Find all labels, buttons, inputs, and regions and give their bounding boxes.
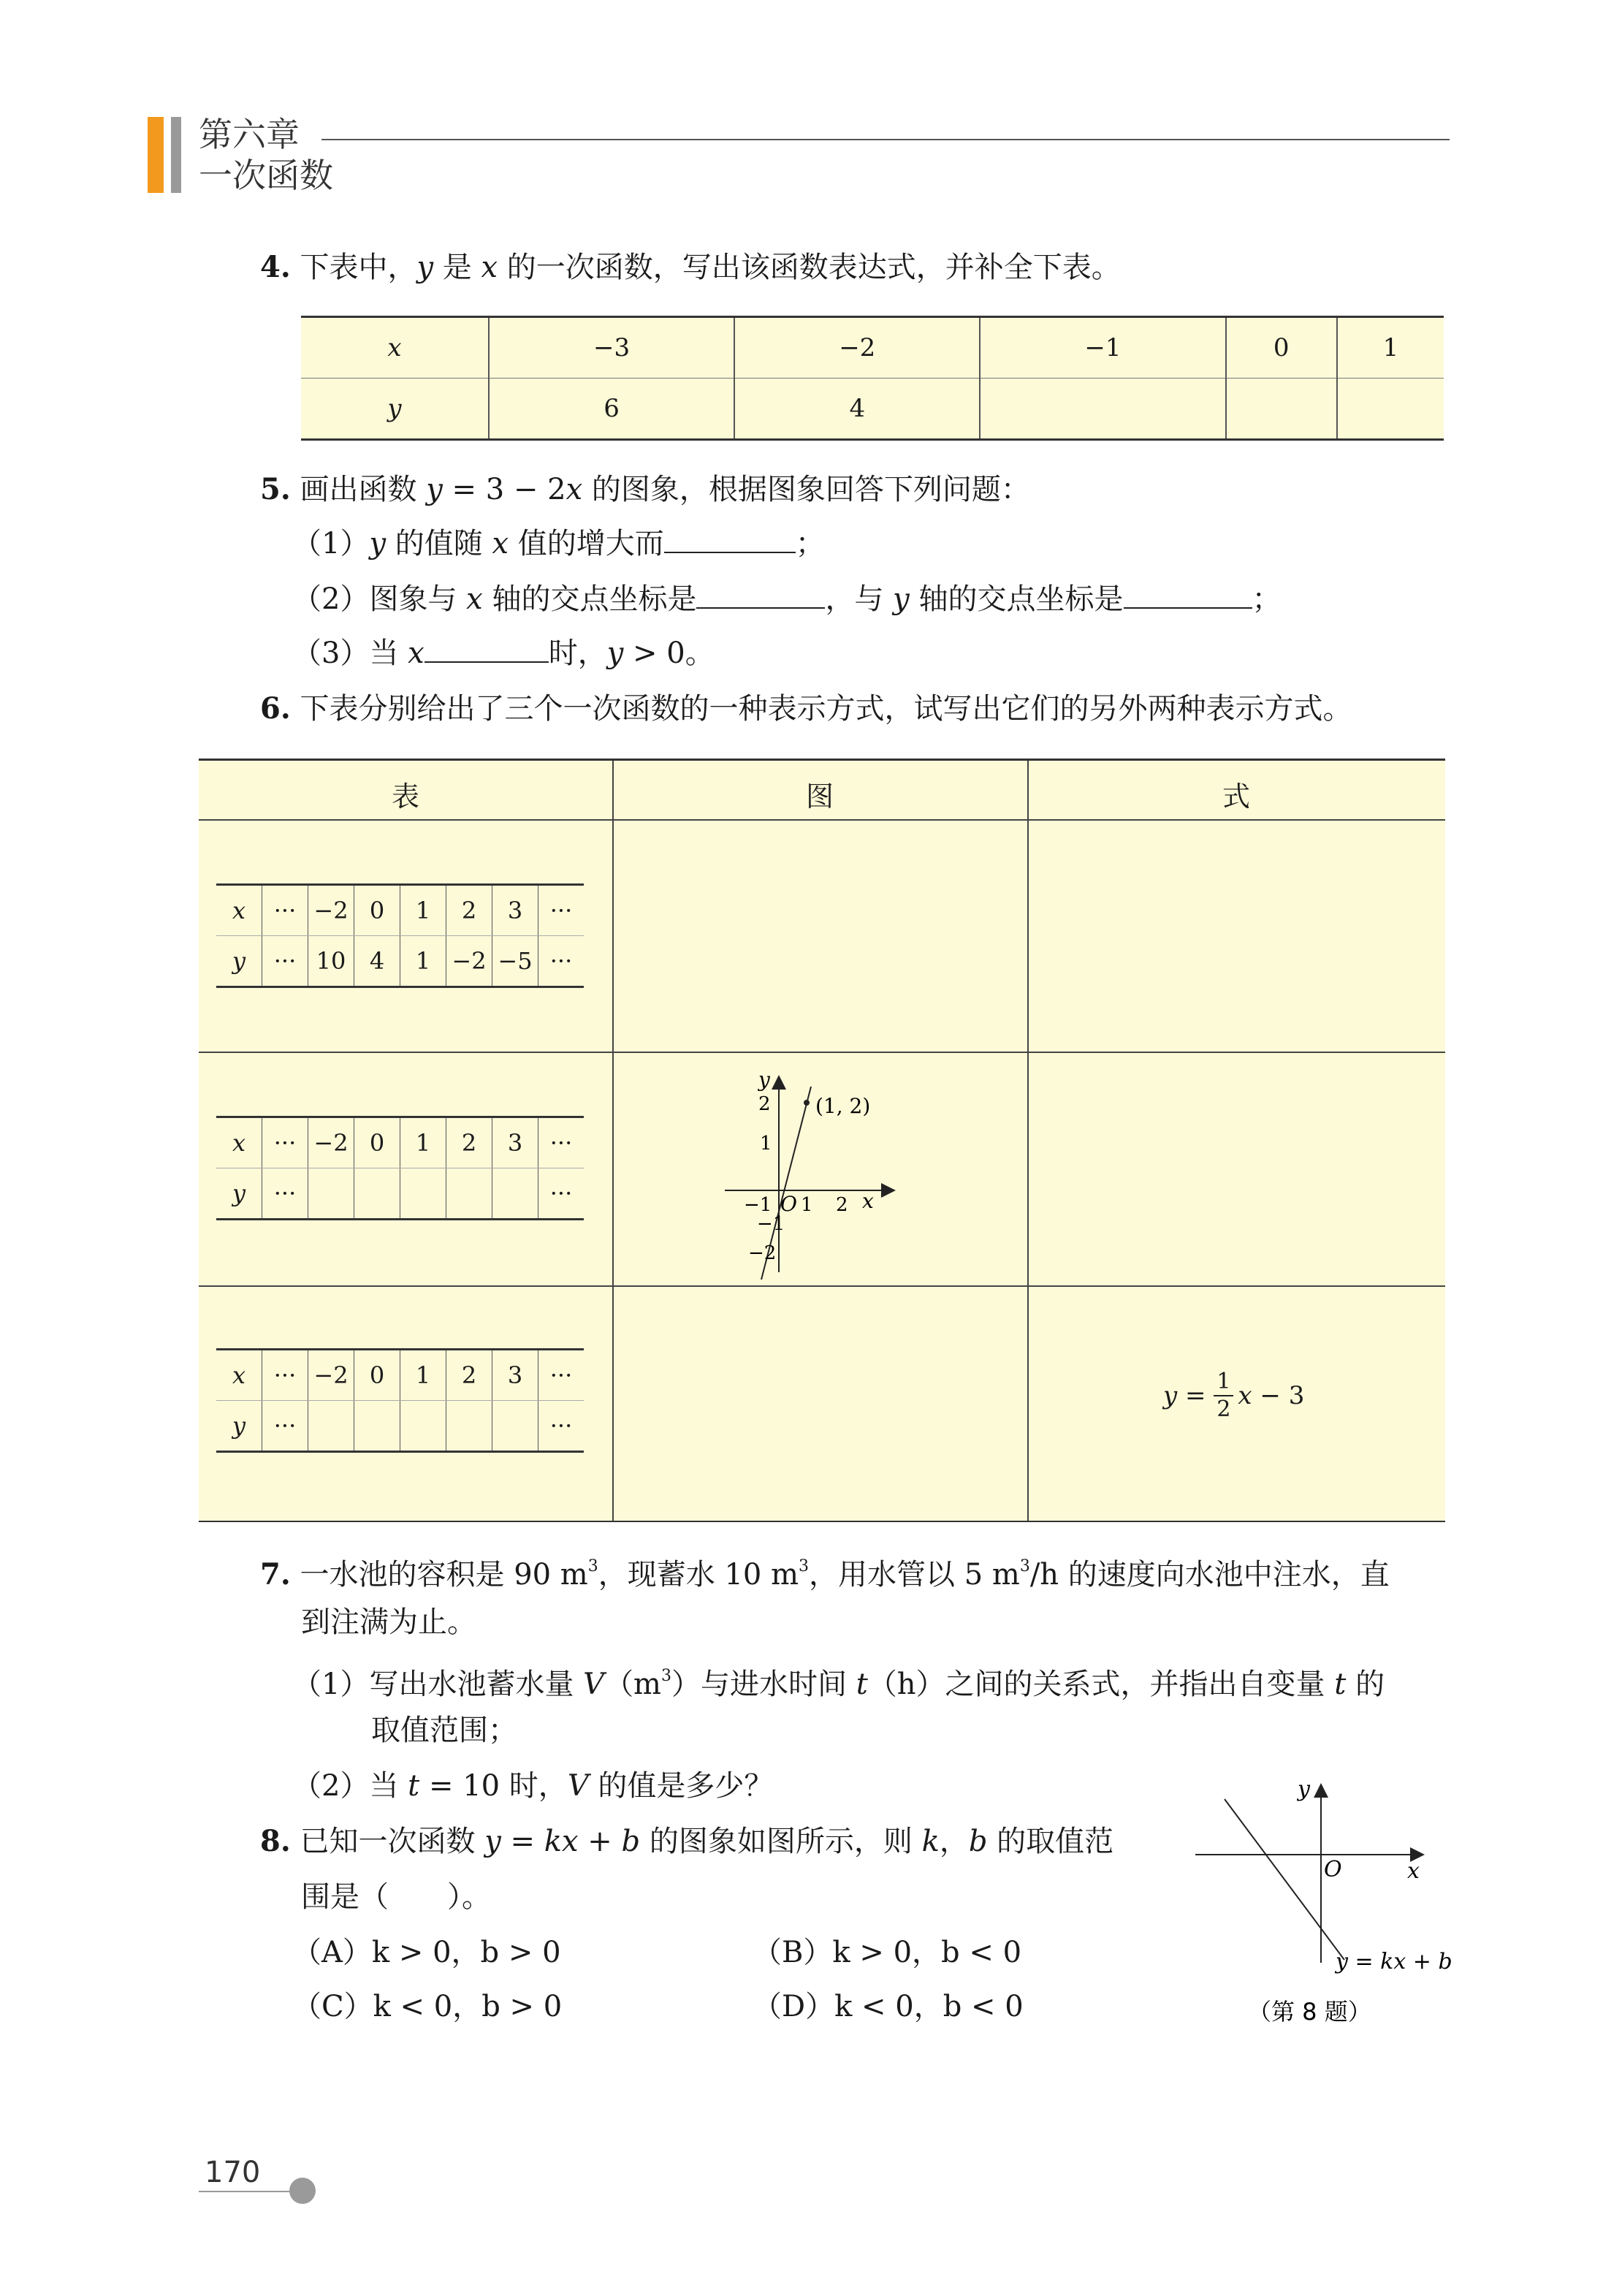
q4-row-x	[301, 317, 1444, 379]
q7-s1-t: t	[856, 1668, 868, 1701]
q8-line-label: y = kx + b	[1336, 1949, 1452, 1974]
header-rule	[321, 139, 1450, 140]
mini-cell: ···	[538, 1401, 585, 1452]
q8-l1-d: 的取值范	[987, 1825, 1114, 1858]
mini-cell: 0	[354, 885, 400, 936]
mini-cell: y	[216, 1168, 262, 1220]
header-accent-orange	[148, 117, 164, 193]
q5-pre: 画出函数	[290, 473, 427, 506]
mini-cell-blank[interactable]	[446, 1168, 492, 1220]
q7-s1-a: （1）写出水池蓄水量	[292, 1668, 584, 1701]
mini-cell: 2	[446, 1117, 492, 1168]
graph-tick-x: −1	[744, 1194, 772, 1216]
q8-l1-y: y	[484, 1825, 501, 1858]
mini-cell-blank[interactable]	[400, 1168, 446, 1220]
q8-line-2: 围是（ ）。	[301, 1880, 491, 1914]
page-dot-icon	[289, 2178, 316, 2204]
q5-sub3	[292, 634, 715, 672]
q6-text	[260, 690, 1352, 728]
q5-sub2	[292, 580, 1282, 618]
q4-mid: 是	[433, 251, 481, 284]
formula-tail: − 3	[1252, 1381, 1305, 1410]
mini-cell-blank[interactable]	[308, 1401, 354, 1452]
mini-cell-blank[interactable]	[354, 1168, 400, 1220]
q6-table	[199, 759, 1445, 1522]
q8-l1-b: b	[621, 1825, 641, 1858]
q7-s2-b: = 10 时，	[419, 1769, 568, 1803]
mini-cell: ···	[538, 1168, 585, 1220]
q5-s3-x: x	[408, 636, 424, 670]
mini-cell-blank[interactable]	[400, 1401, 446, 1452]
mini-row-y	[216, 936, 584, 987]
mini-row-y	[216, 1168, 584, 1220]
mini-cell: ···	[262, 885, 308, 936]
formula-y: y	[1163, 1381, 1178, 1410]
q6-number: 6.	[260, 691, 291, 726]
q8-option-b[interactable]: （B）k > 0，b < 0	[753, 1936, 1022, 1969]
q8-l1-plus: +	[578, 1825, 622, 1858]
q7-sup: 3	[661, 1667, 671, 1685]
q7-line-1	[260, 1548, 1390, 1594]
mini-cell-blank[interactable]	[446, 1401, 492, 1452]
q5-eq-x: x	[566, 473, 583, 506]
q7-sub1-line-2: 取值范围；	[371, 1714, 517, 1747]
fraction-numerator: 1	[1214, 1369, 1233, 1396]
q8-figure	[1191, 1776, 1461, 2046]
graph-origin: O	[780, 1192, 797, 1216]
q7-l1-c: ，用水管以 5 m	[809, 1558, 1020, 1592]
graph-tick-x: 1	[801, 1194, 813, 1216]
q5-s2-end: ；	[1252, 582, 1282, 616]
q7-sub2	[292, 1767, 773, 1805]
q5-s2-b: 轴的交点坐标是	[482, 582, 697, 616]
q7-s1-b: （m	[604, 1668, 661, 1701]
q5-s2-a: （2）图象与	[292, 582, 467, 616]
q8-option-d[interactable]: （D）k < 0，b < 0	[753, 1990, 1024, 2023]
mini-cell: 1	[400, 1350, 446, 1401]
q8-l1-c: 的图象如图所示，则	[640, 1825, 922, 1858]
header-accent-gray	[171, 117, 181, 193]
mini-cell: ···	[262, 936, 308, 987]
formula-eq: =	[1177, 1381, 1214, 1410]
mini-cell: 1	[400, 1117, 446, 1168]
mini-cell: 2	[446, 1350, 492, 1401]
q6-head-formula: 式	[1222, 780, 1250, 813]
q6-formula	[1163, 1369, 1304, 1423]
q4-post: 的一次函数，写出该函数表达式，并补全下表。	[498, 251, 1121, 284]
q7-s2-a: （2）当	[292, 1769, 408, 1803]
mini-cell: −2	[308, 885, 354, 936]
q4-row-y	[301, 379, 1444, 440]
q5-s3-a: （3）当	[292, 636, 408, 670]
q4-var-y: y	[416, 251, 434, 284]
q4-label-y: y	[301, 379, 489, 440]
q4-var-x: x	[481, 251, 498, 284]
q4-cell: 1	[1337, 317, 1444, 379]
q4-number: 4.	[260, 250, 291, 284]
q4-cell-blank[interactable]	[1337, 379, 1444, 440]
chapter-number: 第六章	[199, 115, 300, 154]
q6-mini-table-2	[216, 1116, 584, 1220]
formula-x: x	[1238, 1381, 1252, 1410]
q4-cell-blank[interactable]	[980, 379, 1225, 440]
mini-cell: 0	[354, 1350, 400, 1401]
q8-l1-comma: ，	[939, 1825, 969, 1858]
chapter-title: 一次函数	[199, 156, 333, 195]
q7-l1-d: /h 的速度向水池中注水，直	[1029, 1558, 1390, 1592]
q4-cell: 6	[489, 379, 734, 440]
q6-row-rule-1	[199, 1052, 1445, 1053]
q5-s2-x: x	[466, 582, 483, 616]
mini-cell: −2	[308, 1117, 354, 1168]
mini-cell: 0	[354, 1117, 400, 1168]
mini-cell: −2	[308, 1350, 354, 1401]
graph-tick-x: 2	[836, 1194, 848, 1216]
mini-cell: −5	[492, 936, 538, 987]
mini-cell: ···	[262, 1168, 308, 1220]
q6-mini-table-1	[216, 883, 584, 988]
q6-col-rule-1	[612, 761, 614, 1521]
mini-cell: ···	[262, 1117, 308, 1168]
mini-row-y	[216, 1401, 584, 1452]
mini-cell: 3	[492, 885, 538, 936]
mini-cell-blank[interactable]	[308, 1168, 354, 1220]
mini-cell: ···	[262, 1401, 308, 1452]
q7-sup: 3	[587, 1557, 598, 1575]
mini-cell-blank[interactable]	[354, 1401, 400, 1452]
q8-caption: （第 8 题）	[1248, 1998, 1371, 2026]
q5-blank-3[interactable]	[1124, 585, 1252, 609]
graph-tick-y: −2	[748, 1242, 777, 1264]
q5-s3-c: > 0。	[623, 636, 715, 670]
q4-text	[260, 248, 1121, 286]
q4-cell-blank[interactable]	[1226, 379, 1337, 440]
mini-row-x	[216, 885, 584, 936]
q6-mini-table-3	[216, 1348, 584, 1453]
q8-l1-eq: =	[500, 1825, 544, 1858]
mini-cell: 10	[308, 936, 354, 987]
mini-cell: ···	[262, 1350, 308, 1401]
graph-tick-y: 2	[758, 1093, 771, 1115]
mini-row-x	[216, 1117, 584, 1168]
q4-label-x: x	[301, 317, 489, 379]
q6-body: 下表分别给出了三个一次函数的一种表示方式，试写出它们的另外两种表示方式。	[290, 692, 1352, 726]
q5-s3-b: 时，	[548, 636, 607, 670]
q4-table	[301, 316, 1444, 441]
mini-cell-blank[interactable]	[492, 1168, 538, 1220]
graph-tick-y: −1	[757, 1213, 785, 1235]
q4-cell: −2	[734, 317, 980, 379]
q7-sup: 3	[1019, 1557, 1030, 1575]
q6-header-rule	[199, 819, 1445, 821]
q8-option-a[interactable]: （A）k > 0，b > 0	[292, 1936, 561, 1969]
q5-s1-x: x	[492, 527, 509, 560]
mini-cell: 2	[446, 885, 492, 936]
mini-cell: 4	[354, 936, 400, 987]
q8-origin: O	[1324, 1857, 1342, 1882]
q5-blank-2[interactable]	[696, 585, 825, 609]
q7-sub1	[292, 1657, 1385, 1703]
q7-l1-b: ，现蓄水 10 m	[598, 1558, 799, 1592]
page-number: 170	[205, 2156, 261, 2189]
q6-col-rule-2	[1027, 761, 1029, 1521]
q6-head-table: 表	[391, 780, 419, 813]
q5-post: 的图象，根据图象回答下列问题：	[582, 473, 1030, 506]
q8-line-1	[260, 1822, 1113, 1860]
mini-cell: x	[216, 1350, 262, 1401]
mini-cell: 3	[492, 1117, 538, 1168]
q4-cell: −3	[489, 317, 734, 379]
q5-s2-c: ，与	[825, 582, 894, 616]
q5-s2-d: 轴的交点坐标是	[909, 582, 1124, 616]
mini-cell: 1	[400, 885, 446, 936]
q5-sub1	[292, 525, 825, 563]
formula-fraction	[1214, 1369, 1233, 1423]
q5-s2-y: y	[893, 582, 910, 616]
q5-s1-b: 的值随	[386, 527, 492, 560]
q7-number: 7.	[260, 1557, 291, 1592]
q4-pre: 下表中，	[290, 251, 417, 284]
q8-label-x: x	[1407, 1858, 1420, 1884]
graph-tick-y: 1	[760, 1133, 772, 1155]
q7-s1-d: （h）之间的关系式，并指出自变量	[867, 1668, 1335, 1701]
q8-label-y: y	[1298, 1776, 1310, 1802]
q4-cell: −1	[980, 317, 1225, 379]
q5-s1-c: 值的增大而	[509, 527, 664, 560]
q5-blank-4[interactable]	[424, 639, 549, 663]
q8-l1-k: k	[921, 1825, 940, 1858]
mini-cell: y	[216, 936, 262, 987]
q5-eq-y: y	[426, 473, 443, 506]
q5-s1-a: （1）	[292, 527, 370, 560]
q5-number: 5.	[260, 472, 291, 506]
q7-s1-t2: t	[1334, 1668, 1347, 1701]
q8-option-c[interactable]: （C）k < 0，b > 0	[292, 1990, 563, 2023]
graph-point	[804, 1100, 810, 1106]
fraction-denominator: 2	[1216, 1396, 1231, 1422]
q7-sup: 3	[799, 1557, 810, 1575]
q4-cell: 4	[734, 379, 980, 440]
q7-s2-c: 的值是多少？	[588, 1769, 774, 1803]
q6-head-graph: 图	[805, 780, 834, 813]
mini-cell: 1	[400, 936, 446, 987]
q7-line-2: 到注满为止。	[301, 1605, 476, 1639]
q8-l1-b2: b	[968, 1825, 988, 1858]
q5-text	[260, 471, 1030, 509]
mini-cell: ···	[538, 1117, 585, 1168]
q7-s1-e: 的	[1346, 1668, 1385, 1701]
mini-cell: x	[216, 1117, 262, 1168]
q8-l1-kx: kx	[544, 1825, 579, 1858]
mini-cell: ···	[538, 885, 585, 936]
q7-l1-a: 一水池的容积是 90 m	[290, 1558, 588, 1592]
q8-number: 8.	[260, 1824, 291, 1858]
graph-label-x: x	[862, 1189, 874, 1213]
mini-cell: −2	[446, 936, 492, 987]
mini-cell: ···	[538, 936, 585, 987]
q8-l1-a: 已知一次函数	[290, 1825, 485, 1858]
mini-row-x	[216, 1350, 584, 1401]
q7-s2-V: V	[567, 1769, 589, 1803]
q7-s1-c: ）与进水时间	[671, 1668, 856, 1701]
mini-cell: ···	[538, 1350, 585, 1401]
q4-cell: 0	[1226, 317, 1337, 379]
q5-eq-mid: = 3 − 2	[442, 473, 566, 506]
q6-graph	[710, 1068, 929, 1287]
q7-s1-V: V	[583, 1668, 605, 1701]
q7-s2-t: t	[408, 1769, 420, 1803]
q5-s1-y: y	[369, 527, 387, 560]
q5-s3-y: y	[606, 636, 624, 670]
graph-point-label: (1, 2)	[815, 1094, 871, 1118]
mini-cell: y	[216, 1401, 262, 1452]
q5-blank-1[interactable]	[664, 530, 796, 553]
mini-cell-blank[interactable]	[492, 1401, 538, 1452]
page-number-rule	[199, 2191, 294, 2192]
graph-label-y: y	[758, 1068, 770, 1092]
mini-cell: x	[216, 885, 262, 936]
mini-cell: 3	[492, 1350, 538, 1401]
q5-s1-end: ；	[795, 527, 825, 560]
